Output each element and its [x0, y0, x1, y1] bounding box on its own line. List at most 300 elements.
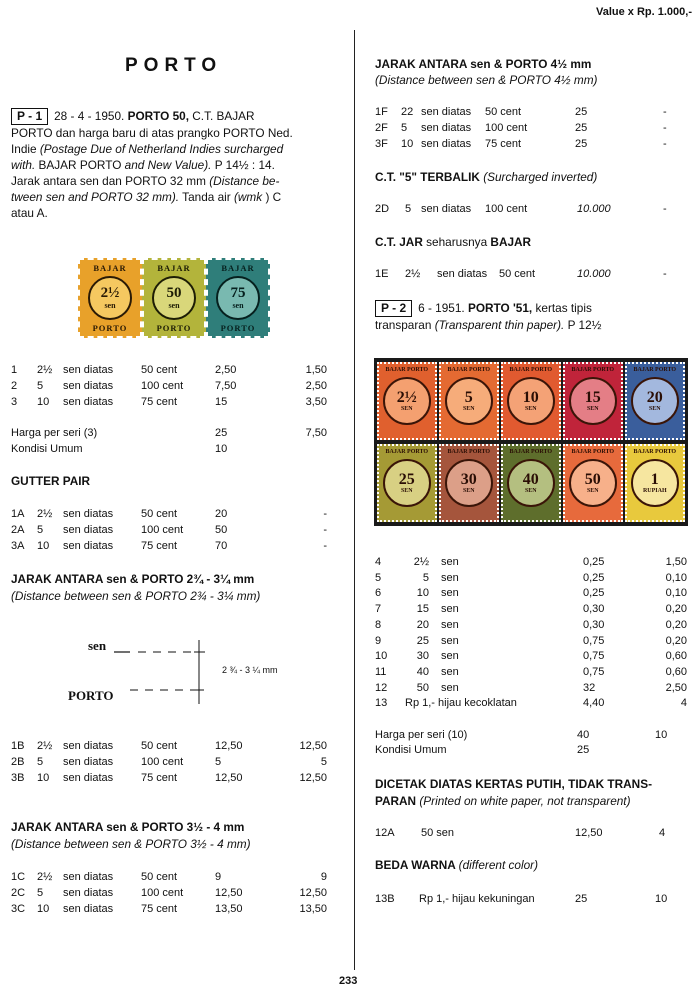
- terbalik-title: C.T. "5" TERBALIK (Surcharged inverted): [375, 170, 598, 184]
- gutterrows-val: 10: [37, 540, 50, 552]
- p1-stamp-circle: [152, 276, 196, 320]
- p2-stamp-circle: [445, 459, 493, 507]
- jarak3rows-row: [375, 106, 691, 120]
- jarak1rows-row: [11, 740, 329, 754]
- p2-row-no: 11: [375, 665, 387, 678]
- jarak3rows-p2: -: [663, 122, 667, 134]
- terbalikrow-no: 2D: [375, 203, 390, 215]
- gutterrows-no: 3A: [11, 540, 25, 552]
- bedarow-p2: 10: [655, 893, 668, 905]
- p2-row-val: 20: [416, 618, 429, 631]
- p2-stamp: [563, 444, 623, 522]
- p1-stamp-value: 2½: [100, 285, 120, 301]
- gutterrows-p1: 50: [215, 524, 228, 536]
- p2-stamp-value: 20: [646, 388, 663, 406]
- p2-stamp-value: 15: [584, 388, 601, 406]
- jarak1rows-p1: 12,50: [215, 740, 243, 752]
- p2-stamp-circle: [383, 459, 431, 507]
- beda-title: BEDA WARNA (different color): [375, 858, 539, 872]
- p2-stamp-circle: [383, 377, 431, 425]
- p2-stamp-top: BAJAR PORTO: [447, 449, 491, 455]
- p2-date: 6 - 1951.: [418, 301, 465, 315]
- jarak3rows-p2: -: [663, 138, 667, 150]
- value-note: Value x Rp. 1.000,-: [596, 6, 692, 18]
- distance-diagram: [68, 632, 310, 712]
- p2-stamp-circle: [507, 377, 555, 425]
- jarak1rows-p2: 5: [320, 756, 327, 768]
- p1rows-no: 2: [11, 380, 18, 392]
- p1-stamp-top: BAJAR: [221, 263, 255, 273]
- p2-series-p2: 10: [655, 729, 668, 741]
- gutterrows-desc: sen diatas: [63, 524, 114, 536]
- dicetak-subtitle: (Printed on white paper, not transparent): [419, 794, 631, 808]
- p2-row: [375, 682, 691, 696]
- jarak3rows-no: 1F: [375, 106, 388, 118]
- p2-line2-end: P 12½: [567, 318, 602, 332]
- p1-kondisi-label: Kondisi Umum: [11, 443, 83, 455]
- jarak3rows-p1: 25: [575, 138, 588, 150]
- jarak1rows-orig: 50 cent: [141, 740, 178, 752]
- p2-row-p1: 0,30: [583, 603, 605, 616]
- p1-line6-end2: ) C: [265, 190, 282, 204]
- p2-stamp-unit: SEN: [462, 405, 475, 412]
- p1-line3-italic: (Postage Due of Netherland Indies surcharged: [39, 142, 284, 156]
- p1-stamp-unit: sen: [104, 301, 116, 310]
- p2-row-p1: 0,75: [583, 634, 605, 647]
- dicetak-title: DICETAK DIATAS KERTAS PUTIH, TIDAK TRANS- PARAN (Printed on white paper, not transparent): [375, 777, 652, 808]
- jarak2rows-orig: 100 cent: [141, 887, 184, 899]
- jarak1rows-no: 2B: [11, 756, 25, 768]
- p2-row-p2: 0,20: [665, 634, 687, 647]
- jarak3-subtitle: (Distance between sen & PORTO 4½ mm): [375, 73, 598, 87]
- dicetakrow-p2: 4: [659, 827, 666, 839]
- jarak1rows-no: 1B: [11, 740, 25, 752]
- p2-stamp-unit: SEN: [524, 487, 537, 494]
- column-divider: [354, 30, 355, 970]
- jarrow-desc: sen diatas: [437, 268, 488, 280]
- diagram-sen-label: sen: [88, 638, 107, 653]
- p2-row-desc: sen: [441, 665, 459, 678]
- jarak2rows-p1: 12,50: [215, 887, 243, 899]
- p1rows-val: 2½: [37, 364, 53, 376]
- p2-stamp-top: BAJAR PORTO: [509, 367, 553, 373]
- p1rows-val: 5: [37, 380, 44, 392]
- p2-stamp-unit: SEN: [462, 487, 475, 494]
- jarrow-val: 2½: [405, 268, 421, 280]
- terbalikrow-desc: sen diatas: [421, 203, 472, 215]
- p1-code-box: P - 1: [11, 108, 48, 125]
- p2-stamp-unit: SEN: [648, 405, 661, 412]
- gutterrows-desc: sen diatas: [63, 508, 114, 520]
- p1-stamp-circle: [88, 276, 132, 320]
- p2-stamp-circle: [631, 377, 679, 425]
- p2-stamp-circle: [507, 459, 555, 507]
- p2-row-p2: 1,50: [665, 556, 687, 568]
- p2-stamp-value: 1: [650, 470, 659, 488]
- p2-row-p1: 0,30: [583, 618, 605, 631]
- p1-line6-italic: tween sen: [11, 190, 65, 204]
- p1-date: 28 - 4 - 1950.: [54, 109, 125, 123]
- jarak2rows-desc: sen diatas: [63, 871, 114, 883]
- jarak1rows-orig: 100 cent: [141, 756, 184, 768]
- p2-stamp: [439, 444, 499, 522]
- p1rows-p2: 2,50: [305, 380, 327, 392]
- jarak3rows-row: [375, 122, 691, 136]
- p2-row-val: 10: [416, 587, 429, 600]
- dicetakrow-p1: 12,50: [575, 827, 603, 839]
- p2-stamp-circle: [569, 377, 617, 425]
- jarak1rows-no: 3B: [11, 772, 25, 784]
- p1-line3-plain: Indie: [11, 142, 37, 156]
- gutterrows-p2: -: [323, 508, 327, 520]
- dicetakrow-val: 50 sen: [421, 827, 455, 839]
- p2-stamp: [625, 444, 685, 522]
- p2-stamp-top: BAJAR PORTO: [571, 367, 615, 373]
- p1-line4-plain: BAJAR PORTO: [38, 158, 122, 172]
- jarak1rows-orig: 75 cent: [141, 772, 178, 784]
- gutterrows-p2: -: [323, 540, 327, 552]
- jarak1rows-desc: sen diatas: [63, 740, 114, 752]
- p1-description: [11, 108, 329, 221]
- p2-row-val: Rp 1,- hijau kecoklatan: [405, 697, 517, 710]
- gutterrows-row: [11, 524, 329, 538]
- p1-series-p1: 25: [215, 427, 228, 439]
- jarak3rows-p2: -: [663, 106, 667, 118]
- p1rows-row: [11, 380, 329, 394]
- p1-series-label: Harga per seri (3): [11, 427, 98, 439]
- p2-line1: kertas tipis: [535, 301, 592, 315]
- gutterrows-orig: 75 cent: [141, 540, 178, 552]
- p2-row-val: 30: [416, 650, 429, 663]
- p2-row-desc: sen: [441, 634, 459, 647]
- p2-stamp-unit: SEN: [586, 487, 599, 494]
- p2-row-p1: 4,40: [583, 697, 605, 710]
- p2-series-row: [375, 729, 691, 743]
- page-title: PORTO: [125, 55, 223, 76]
- p1rows-no: 1: [11, 364, 18, 376]
- dicetakrow-row: [375, 827, 691, 841]
- p2-series-label: Harga per seri (10): [375, 729, 468, 741]
- jarak3rows-p1: 25: [575, 106, 588, 118]
- gutterrows-row: [11, 540, 329, 554]
- p2-stamp-unit: SEN: [524, 405, 537, 412]
- jarrow-no: 1E: [375, 268, 389, 280]
- jarak2rows-p2: 13,50: [299, 903, 327, 915]
- bedarow-p1: 25: [575, 893, 588, 905]
- jarak2rows-val: 2½: [37, 871, 53, 883]
- p1rows-p2: 3,50: [305, 396, 327, 408]
- p2-row-p2: 0,20: [665, 603, 687, 616]
- p2-stamp-top: BAJAR PORTO: [385, 367, 429, 373]
- bedarow-row: [375, 893, 691, 907]
- jarrow-p2: -: [663, 268, 667, 280]
- gutterrows-no: 2A: [11, 524, 25, 536]
- p1rows-orig: 100 cent: [141, 380, 184, 392]
- jarak3rows-desc: sen diatas: [421, 122, 472, 134]
- p2-row-val: 2½: [413, 556, 429, 568]
- p2-row-p2: 0,10: [665, 587, 687, 600]
- p2-row-val: 25: [416, 634, 429, 647]
- p1-line6-italic3: (wmk: [233, 190, 263, 204]
- p2-stamp: [501, 444, 561, 522]
- gutterrows-desc: sen diatas: [63, 540, 114, 552]
- p2-line2-italic: (Transparent thin paper).: [434, 318, 565, 332]
- jarak3rows-desc: sen diatas: [421, 138, 472, 150]
- p2-stamp: [563, 362, 623, 440]
- terbalikrow-p1: 10.000: [577, 203, 611, 215]
- jarak2rows-row: [11, 887, 329, 901]
- p2-row-p1: 0,25: [583, 556, 605, 568]
- jarak1rows-val: 10: [37, 772, 50, 784]
- p1-line4-end: P 14½ : 14.: [214, 158, 275, 172]
- p1-line6-end: Tanda air: [182, 190, 231, 204]
- p1-stamp: [206, 258, 270, 338]
- p1-kondisi-row: [11, 443, 329, 457]
- jarak1rows-desc: sen diatas: [63, 772, 114, 784]
- jarak2rows-orig: 75 cent: [141, 903, 178, 915]
- jarak3rows-orig: 75 cent: [485, 138, 522, 150]
- p1rows-p1: 7,50: [215, 380, 237, 392]
- p2-stamp: [501, 362, 561, 440]
- gutterrows-orig: 100 cent: [141, 524, 184, 536]
- p2-row-no: 13: [375, 697, 388, 710]
- p2-row: [375, 556, 691, 570]
- p2-row-val: 40: [416, 665, 429, 678]
- p2-stamp: [439, 362, 499, 440]
- p1-line7: atau A.: [11, 206, 48, 220]
- p2-row-p1: 32: [583, 681, 596, 694]
- p1-stamp: [78, 258, 142, 338]
- p2-row: [375, 572, 691, 586]
- jarrow-row: [375, 268, 691, 282]
- p2-row-p2: 0,60: [665, 650, 687, 663]
- p2-row-p1: 0,75: [583, 665, 605, 678]
- jarak3rows-val: 22: [401, 106, 414, 118]
- jar-title: C.T. JAR seharusnya BAJAR: [375, 235, 532, 249]
- p1rows-p1: 15: [215, 396, 228, 408]
- p2-stamp-top: BAJAR PORTO: [633, 367, 677, 373]
- jarak2rows-p2: 12,50: [299, 887, 327, 899]
- p1-line2: PORTO dan harga baru di atas prangko PORTO Ned.: [11, 126, 293, 140]
- p1-kondisi-val: 10: [215, 443, 228, 455]
- p1-stamp-bottom: PORTO: [220, 323, 256, 333]
- jarak1rows-p2: 12,50: [299, 772, 327, 784]
- p2-series-p1: 40: [577, 729, 590, 741]
- p2-stamp-value: 50: [584, 470, 601, 488]
- jarak3-title: JARAK ANTARA sen & PORTO 4½ mm: [375, 57, 592, 71]
- p2-stamp-top: BAJAR PORTO: [633, 449, 677, 455]
- p1-line5-italic: (Distance be-: [209, 174, 280, 188]
- p2-stamp-value: 5: [464, 388, 473, 406]
- p2-row: [375, 666, 691, 680]
- jarak3rows-orig: 50 cent: [485, 106, 522, 118]
- p1-line6-italic2: and PORTO 32 mm).: [68, 190, 180, 204]
- p2-stamp-circle: [631, 459, 679, 507]
- jarak1rows-val: 5: [37, 756, 44, 768]
- p1-series-row: [11, 427, 329, 441]
- jarak3rows-val: 10: [401, 138, 414, 150]
- p2-stamp: [625, 362, 685, 440]
- p2-row-desc: sen: [441, 571, 459, 584]
- jarak2rows-row: [11, 871, 329, 885]
- p2-stamp-value: 30: [460, 470, 477, 488]
- p2-stamp-unit: SEN: [400, 405, 413, 412]
- jarak2rows-p1: 13,50: [215, 903, 243, 915]
- p2-code-box: P - 2: [375, 300, 412, 317]
- p2-row-p2: 2,50: [665, 681, 687, 694]
- jarak2rows-p2: 9: [320, 871, 327, 883]
- p2-row: [375, 619, 691, 633]
- p2-stamp-value: 25: [398, 470, 415, 488]
- p2-row: [375, 635, 691, 649]
- p1rows-desc: sen diatas: [63, 380, 114, 392]
- p2-row-no: 8: [375, 618, 382, 631]
- p2-row-p2: 0,60: [665, 665, 687, 678]
- p1rows-orig: 50 cent: [141, 364, 178, 376]
- p2-stamp-circle: [445, 377, 493, 425]
- beda-subtitle: (different color): [458, 858, 539, 872]
- gutterrows-no: 1A: [11, 508, 25, 520]
- p1-stamp: [142, 258, 206, 338]
- jarak2rows-val: 10: [37, 903, 50, 915]
- p2-title: PORTO '51,: [467, 301, 533, 315]
- terbalik-subtitle: (Surcharged inverted): [483, 170, 598, 184]
- jarrow-orig: 50 cent: [499, 268, 536, 280]
- p1-stamp-unit: sen: [168, 301, 180, 310]
- p2-row-no: 12: [375, 681, 388, 694]
- p1rows-row: [11, 364, 329, 378]
- jarak1rows-val: 2½: [37, 740, 53, 752]
- p2-row-desc: sen: [441, 556, 459, 568]
- jarak1rows-p2: 12,50: [299, 740, 327, 752]
- jarak1-title: JARAK ANTARA sen & PORTO 2¾ - 3¼ mm: [11, 572, 255, 586]
- p2-row: [375, 697, 691, 711]
- gutterrows-val: 2½: [37, 508, 53, 520]
- p1-stamp-strip: [78, 258, 270, 338]
- p2-row: [375, 603, 691, 617]
- p1-stamp-top: BAJAR: [93, 263, 127, 273]
- p2-row-p1: 0,25: [583, 571, 605, 584]
- gutterrows-row: [11, 508, 329, 522]
- p2-row-no: 4: [375, 556, 382, 568]
- p2-row-p1: 0,25: [583, 587, 605, 600]
- p1-stamp-top: BAJAR: [157, 263, 191, 273]
- p2-row: [375, 650, 691, 664]
- gutterrows-orig: 50 cent: [141, 508, 178, 520]
- p2-row-p2: 4: [680, 697, 687, 710]
- gutterrows-p2: -: [323, 524, 327, 536]
- p2-row: [375, 587, 691, 601]
- p2-row-no: 10: [375, 650, 388, 663]
- p2-row-desc: sen: [441, 650, 459, 663]
- p2-stamp-circle: [569, 459, 617, 507]
- p1-stamp-value: 50: [166, 285, 182, 301]
- p2-stamp-top: BAJAR PORTO: [571, 449, 615, 455]
- jarak2-subtitle: (Distance between sen & PORTO 3½ - 4 mm): [11, 837, 251, 851]
- jarak2-title: JARAK ANTARA sen & PORTO 3½ - 4 mm: [11, 820, 245, 834]
- jarak3rows-no: 3F: [375, 138, 388, 150]
- dicetakrow-no: 12A: [375, 827, 395, 839]
- p2-stamp: [377, 362, 437, 440]
- jarak3rows-orig: 100 cent: [485, 122, 528, 134]
- p2-stamp-unit: SEN: [586, 405, 599, 412]
- p2-row-desc: sen: [441, 681, 459, 694]
- jarak2rows-no: 3C: [11, 903, 26, 915]
- jarak1rows-p1: 12,50: [215, 772, 243, 784]
- diagram-porto-label: PORTO: [68, 688, 114, 703]
- jarrow-p1: 10.000: [577, 268, 611, 280]
- p2-row-no: 9: [375, 634, 382, 647]
- p1-line4-italic: with.: [11, 158, 36, 172]
- gutterrows-p1: 70: [215, 540, 228, 552]
- p1-stamp-bottom: PORTO: [92, 323, 128, 333]
- p2-stamp-value: 40: [522, 470, 539, 488]
- diagram-measure: 2 ¾ - 3 ¼ mm: [222, 665, 278, 675]
- jarak2rows-desc: sen diatas: [63, 903, 114, 915]
- p2-row-desc: sen: [441, 587, 459, 600]
- jarak1rows-p1: 5: [215, 756, 222, 768]
- jarak1rows-desc: sen diatas: [63, 756, 114, 768]
- gutterrows-val: 5: [37, 524, 44, 536]
- p2-stamp-unit: RUPIAH: [642, 487, 667, 494]
- p2-kondisi-row: [375, 744, 691, 758]
- p2-row-val: 50: [416, 681, 429, 694]
- jarak1-subtitle: (Distance between sen & PORTO 2¾ - 3¼ mm): [11, 589, 261, 603]
- bedarow-no: 13B: [375, 893, 395, 905]
- p2-row-no: 6: [375, 587, 382, 600]
- p2-stamp-top: BAJAR PORTO: [385, 449, 429, 455]
- p2-row-desc: sen: [441, 618, 459, 631]
- jarak2rows-val: 5: [37, 887, 44, 899]
- jarak2rows-no: 1C: [11, 871, 26, 883]
- jarak1rows-row: [11, 772, 329, 786]
- p2-row-no: 7: [375, 603, 382, 616]
- p1-series-p2: 7,50: [305, 427, 327, 439]
- terbalikrow-val: 5: [405, 203, 412, 215]
- p2-line2-plain: transparan: [375, 318, 432, 332]
- gutterrows-p1: 20: [215, 508, 228, 520]
- p2-row-p2: 0,10: [665, 571, 687, 584]
- jarak1rows-row: [11, 756, 329, 770]
- p2-stamp-block: [374, 358, 688, 526]
- p2-stamp-top: BAJAR PORTO: [509, 449, 553, 455]
- p1-title: PORTO 50,: [127, 109, 189, 123]
- p2-row-desc: sen: [441, 603, 459, 616]
- p2-description: [375, 300, 691, 333]
- p1-stamp-value: 75: [230, 285, 246, 301]
- p1rows-orig: 75 cent: [141, 396, 178, 408]
- p2-row-p2: 0,20: [665, 618, 687, 631]
- p1-line1: C.T. BAJAR: [192, 109, 255, 123]
- p1-stamp-circle: [216, 276, 260, 320]
- p2-row-p1: 0,75: [583, 650, 605, 663]
- jarak2rows-p1: 9: [215, 871, 222, 883]
- jarak3rows-p1: 25: [575, 122, 588, 134]
- p2-stamp-value: 2½: [396, 388, 417, 406]
- p1rows-row: [11, 396, 329, 410]
- jarak2rows-no: 2C: [11, 887, 26, 899]
- p1-line4-italic2: and New Value).: [124, 158, 212, 172]
- p1rows-val: 10: [37, 396, 50, 408]
- jarak2rows-orig: 50 cent: [141, 871, 178, 883]
- jarak2rows-desc: sen diatas: [63, 887, 114, 899]
- p2-stamp-top: BAJAR PORTO: [447, 367, 491, 373]
- p2-row-val: 5: [422, 571, 429, 584]
- p2-stamp-unit: SEN: [400, 487, 413, 494]
- terbalikrow-row: [375, 203, 691, 217]
- jarak3rows-row: [375, 138, 691, 152]
- p1-stamp-bottom: PORTO: [156, 323, 192, 333]
